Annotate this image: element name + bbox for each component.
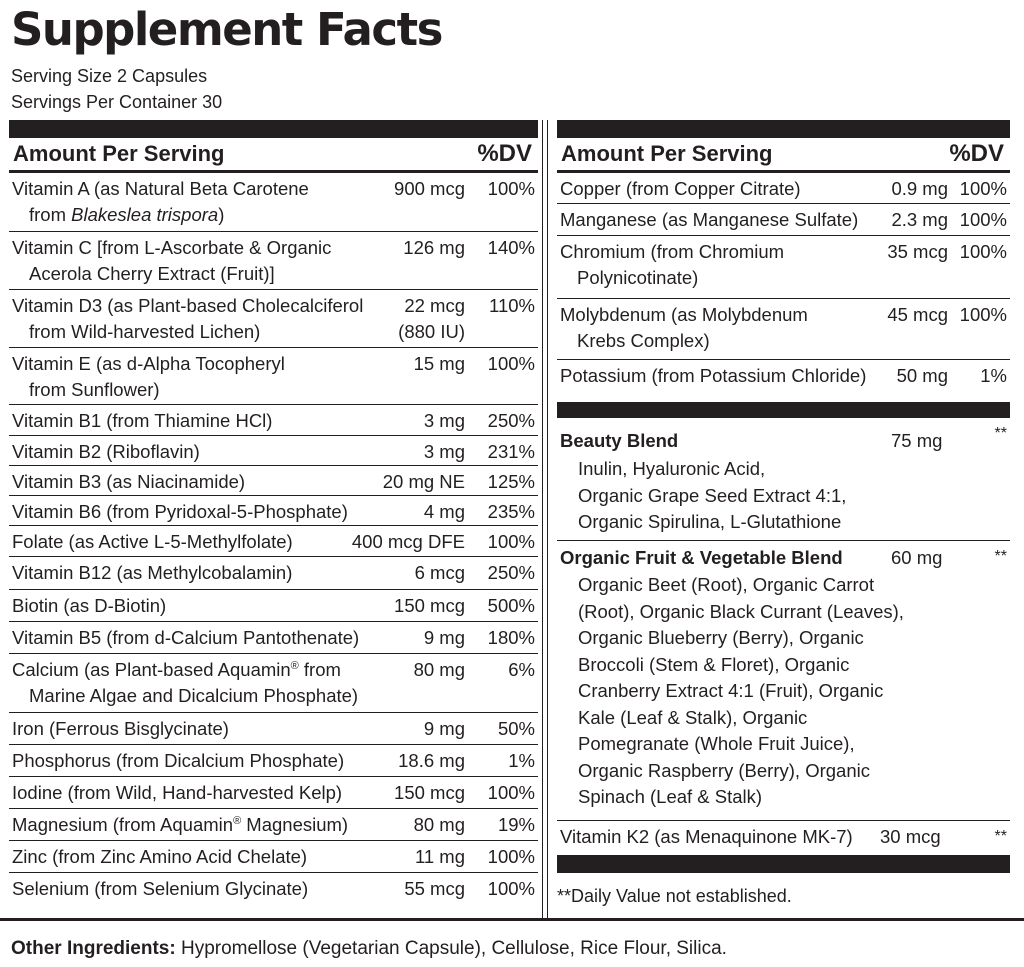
nutrient-row — [557, 204, 1010, 236]
nutrient-row — [9, 348, 538, 405]
beauty-blend — [557, 418, 1010, 541]
nutrient-name: Vitamin C [from L-Ascorbate & Organic — [12, 237, 332, 258]
nutrient-row — [557, 821, 1010, 855]
nutrient-name: Vitamin B5 (from d-Calcium Pantothenate) — [12, 627, 360, 648]
percent-dv: 100% — [487, 178, 535, 199]
dv-label: %DV — [477, 140, 532, 167]
percent-dv: 100% — [959, 241, 1007, 262]
nutrient-row — [9, 526, 538, 557]
ingredient-line: Kale (Leaf & Stalk), Organic — [578, 706, 808, 728]
percent-dv: 1% — [508, 750, 535, 771]
nutrient-row — [557, 299, 1010, 360]
nutrient-name: Potassium (from Potassium Chloride) — [560, 365, 867, 386]
percent-dv: 500% — [487, 595, 535, 616]
nutrient-row — [9, 777, 538, 809]
bottom-rule — [0, 918, 1024, 921]
amount: 18.6 mg — [398, 750, 465, 771]
nutrient-name: Chromium (from Chromium — [560, 241, 785, 262]
amount: 20 mg NE — [382, 471, 465, 492]
nutrient-name-cont: ) — [218, 204, 225, 225]
blend-amount: 60 mg — [891, 547, 943, 568]
amount: 22 mcg — [404, 295, 465, 316]
nutrient-row — [9, 873, 538, 905]
percent-dv: 250% — [487, 410, 535, 431]
left-header — [9, 138, 538, 173]
blend-name: Beauty Blend — [560, 430, 679, 451]
amount: 9 mg — [423, 718, 465, 739]
nutrient-name: Zinc (from Zinc Amino Acid Chelate) — [12, 846, 308, 867]
nutrient-name-cont: Marine Algae and Dicalcium Phosphate) — [29, 685, 359, 706]
amount: 11 mg — [414, 846, 465, 867]
right-header — [557, 138, 1010, 173]
left-column — [9, 120, 538, 905]
nutrient-name: Folate (as Active L-5-Methylfolate) — [12, 531, 293, 552]
nutrient-name: Molybdenum (as Molybdenum — [560, 304, 808, 325]
nutrient-name: Vitamin E (as d-Alpha Tocopheryl — [12, 353, 285, 374]
percent-dv: 1% — [980, 365, 1007, 386]
percent-dv: 6% — [508, 659, 535, 680]
nutrient-name-cont: Magnesium) — [241, 814, 349, 835]
nutrient-row — [9, 466, 538, 496]
nutrient-row — [9, 809, 538, 841]
percent-dv: 100% — [487, 353, 535, 374]
amount: 126 mg — [403, 237, 465, 258]
amount-iu: (880 IU) — [398, 321, 465, 342]
header-bar — [557, 120, 1010, 138]
nutrient-row — [557, 173, 1010, 204]
percent-dv: 19% — [497, 814, 535, 835]
fruit-vegetable-blend — [557, 541, 1010, 821]
amount: 4 mg — [423, 501, 465, 522]
amount: 15 mg — [413, 353, 465, 374]
amount-per-serving-label: Amount Per Serving — [561, 141, 773, 166]
footer-bar — [557, 855, 1010, 873]
nutrient-row — [9, 590, 538, 622]
amount: 9 mg — [423, 627, 465, 648]
nutrient-row — [9, 557, 538, 590]
amount: 35 mcg — [887, 241, 948, 262]
percent-dv: 100% — [959, 209, 1007, 230]
nutrient-name: Vitamin B6 (from Pyridoxal-5-Phosphate) — [12, 501, 348, 522]
header-bar — [9, 120, 538, 138]
nutrient-name: Iron (Ferrous Bisglycinate) — [12, 718, 229, 739]
percent-dv: 235% — [487, 501, 535, 522]
percent-dv: 140% — [487, 237, 535, 258]
nutrient-name: Vitamin B3 (as Niacinamide) — [12, 471, 246, 492]
amount: 30 mcg — [880, 826, 941, 847]
nutrient-name: Iodine (from Wild, Hand-harvested Kelp) — [12, 782, 343, 803]
amount: 3 mg — [423, 441, 465, 462]
ingredient-line: Inulin, Hyaluronic Acid, — [578, 458, 766, 479]
blend-bar — [557, 402, 1010, 418]
percent-dv: 100% — [959, 178, 1007, 199]
nutrient-row — [9, 232, 538, 290]
nutrient-row — [557, 360, 1010, 390]
blend-amount: 75 mg — [891, 430, 943, 451]
ingredient-line: Pomegranate (Whole Fruit Juice), — [578, 733, 855, 754]
percent-dv: 100% — [487, 782, 535, 803]
amount: 400 mcg DFE — [351, 531, 465, 552]
amount: 80 mg — [413, 659, 465, 680]
nutrient-row — [9, 405, 538, 436]
nutrient-row — [9, 436, 538, 466]
footnote: **Daily Value not established. — [557, 886, 792, 906]
percent-dv: 100% — [487, 878, 535, 899]
nutrient-name: Vitamin K2 (as Menaquinone MK-7) — [560, 826, 853, 847]
species-name: Blakeslea trispora — [71, 204, 219, 225]
amount: 80 mg — [413, 814, 465, 835]
percent-dv: 110% — [489, 295, 535, 316]
amount-per-serving-label: Amount Per Serving — [13, 141, 225, 166]
percent-dv: 231% — [487, 441, 535, 462]
ingredient-line: (Root), Organic Black Currant (Leaves), — [578, 600, 904, 622]
ingredient-line: Organic Spirulina, L-Glutathione — [578, 511, 842, 532]
blend-ingredients — [578, 572, 904, 811]
nutrient-name: Phosphorus (from Dicalcium Phosphate) — [12, 750, 345, 771]
amount: 6 mcg — [414, 562, 465, 583]
nutrient-name: Vitamin D3 (as Plant-based Cholecalciferol — [12, 295, 364, 316]
nutrient-name: Vitamin B12 (as Methylcobalamin) — [12, 562, 293, 583]
nutrient-name-cont: Acerola Cherry Extract (Fruit)] — [29, 263, 275, 284]
percent-dv: 100% — [959, 304, 1007, 325]
amount: 150 mcg — [394, 595, 465, 616]
registered-mark: ® — [290, 659, 299, 672]
nutrient-name: Magnesium (from Aquamin — [12, 814, 234, 835]
registered-mark: ® — [233, 814, 242, 827]
ingredient-line: Spinach (Leaf & Stalk) — [578, 786, 763, 807]
nutrient-name-cont: from — [29, 204, 72, 225]
nutrient-row — [9, 713, 538, 745]
blend-name: Organic Fruit & Vegetable Blend — [560, 547, 843, 568]
amount: 3 mg — [423, 410, 465, 431]
amount: 900 mcg — [394, 178, 465, 199]
ingredient-line: Organic Raspberry (Berry), Organic — [578, 759, 870, 781]
amount: 0.9 mg — [891, 178, 948, 199]
servings-per-container: Servings Per Container 30 — [11, 92, 223, 112]
nutrient-name: Copper (from Copper Citrate) — [560, 178, 801, 199]
percent-dv: 50% — [497, 718, 535, 739]
ingredient-line: Organic Blueberry (Berry), Organic — [578, 627, 864, 648]
nutrient-row — [557, 236, 1010, 299]
percent-dv: ** — [994, 828, 1007, 845]
nutrient-row — [9, 841, 538, 873]
nutrient-name: Biotin (as D-Biotin) — [12, 595, 167, 616]
percent-dv: 180% — [487, 627, 535, 648]
dv-label: %DV — [949, 140, 1004, 167]
ingredient-line: Cranberry Extract 4:1 (Fruit), Organic — [578, 680, 884, 701]
spacer — [557, 390, 1010, 402]
nutrient-name: Manganese (as Manganese Sulfate) — [560, 209, 859, 230]
nutrient-name-cont: from Wild-harvested Lichen) — [29, 321, 261, 342]
nutrient-name-cont: from — [298, 659, 341, 680]
amount: 50 mg — [896, 365, 948, 386]
blend-dv: ** — [994, 548, 1007, 565]
percent-dv: 125% — [487, 471, 535, 492]
amount: 55 mcg — [404, 878, 465, 899]
ingredient-line: Broccoli (Stem & Floret), Organic — [578, 653, 850, 675]
amount: 45 mcg — [887, 304, 948, 325]
ingredient-line: Organic Beet (Root), Organic Carrot — [578, 574, 875, 595]
nutrient-name-cont: Krebs Complex) — [577, 330, 710, 351]
nutrient-row — [9, 173, 538, 232]
nutrient-name: Vitamin B1 (from Thiamine HCl) — [12, 410, 273, 431]
nutrient-row — [9, 290, 538, 348]
blend-dv: ** — [994, 425, 1007, 442]
serving-size: Serving Size 2 Capsules — [11, 66, 208, 86]
nutrient-name: Selenium (from Selenium Glycinate) — [12, 878, 309, 899]
other-ingredients-text: Hypromellose (Vegetarian Capsule), Cellulose, Rice Flour, Silica. — [175, 938, 727, 959]
ingredient-line: Organic Grape Seed Extract 4:1, — [578, 484, 847, 506]
nutrient-name: Vitamin A (as Natural Beta Carotene — [12, 178, 309, 199]
other-ingredients-label: Other Ingredients: — [11, 938, 176, 959]
nutrient-row — [9, 496, 538, 526]
column-divider — [542, 120, 548, 918]
nutrient-name: Calcium (as Plant-based Aquamin — [12, 659, 291, 680]
nutrient-row — [9, 622, 538, 654]
percent-dv: 100% — [487, 531, 535, 552]
other-ingredients — [11, 937, 727, 961]
nutrient-name: Vitamin B2 (Riboflavin) — [12, 441, 200, 462]
nutrient-name-cont: from Sunflower) — [29, 379, 160, 400]
percent-dv: 250% — [487, 562, 535, 583]
percent-dv: 100% — [487, 846, 535, 867]
amount: 150 mcg — [394, 782, 465, 803]
right-column — [557, 120, 1010, 873]
nutrient-row — [9, 745, 538, 777]
nutrient-row — [9, 654, 538, 713]
blend-ingredients — [578, 456, 846, 536]
amount: 2.3 mg — [891, 209, 948, 230]
nutrient-name-cont: Polynicotinate) — [577, 267, 699, 288]
panel-title: Supplement Facts — [11, 3, 442, 56]
